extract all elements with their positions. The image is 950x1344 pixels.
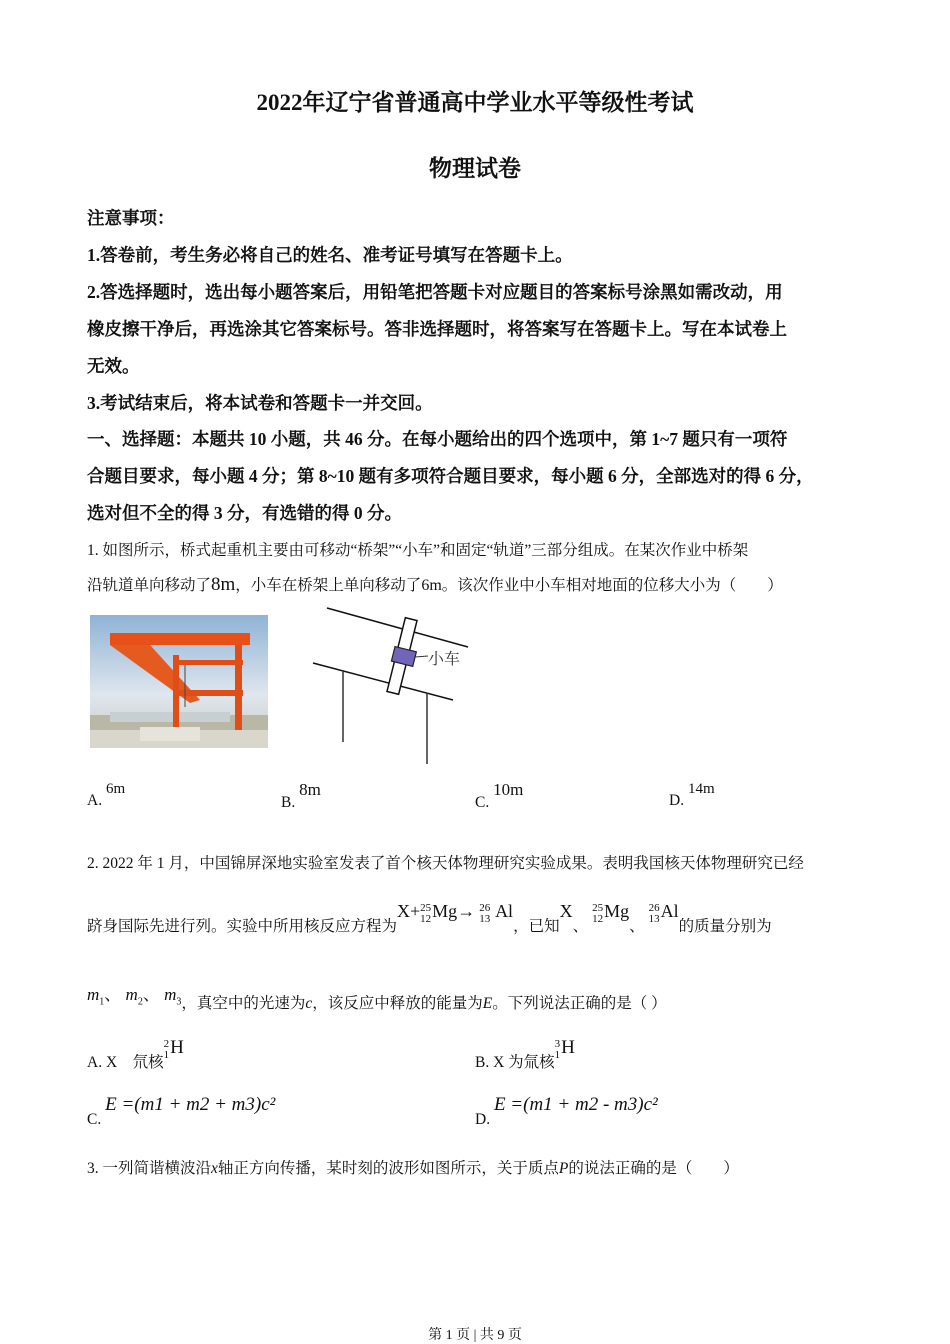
element: Al	[495, 901, 514, 921]
atomic-number: 13	[479, 913, 491, 925]
atomic-number: 1	[163, 1049, 170, 1061]
option-value: 10m	[493, 780, 524, 799]
m: m	[87, 985, 100, 1004]
atomic-number: 12	[420, 913, 432, 925]
m: m	[164, 985, 177, 1004]
notice-heading: 注意事项：	[87, 208, 175, 228]
value: 6m	[421, 577, 442, 594]
page-footer: 第 1 页 | 共 9 页	[428, 1328, 522, 1343]
value: 8m	[211, 574, 236, 595]
text: 。下列说法正确的是（ ）	[492, 995, 667, 1012]
atomic-number: 13	[648, 913, 660, 925]
element: Mg	[604, 901, 630, 921]
x: x	[211, 1160, 218, 1177]
atomic-number: 1	[554, 1049, 561, 1061]
mass-number: 3	[554, 1038, 561, 1050]
option-c[interactable]	[475, 780, 524, 812]
plus: +	[410, 901, 421, 921]
text: ，该反应中释放的能量为	[312, 995, 483, 1012]
option-value: 14m	[687, 781, 715, 797]
option-letter: D.	[669, 792, 685, 809]
mass-number: 25	[420, 902, 432, 914]
text: 跻身国际先进行列。实验中所用核反应方程为	[87, 918, 398, 935]
m: m	[125, 985, 138, 1004]
question-2-text: 2. 2022 年 1 月，中国锦屏深地实验室发表了首个核天体物理研究实验成果。表明我国核天体物理研究已经	[87, 855, 804, 872]
sub: 3	[176, 996, 182, 1008]
option-d[interactable]	[669, 781, 715, 810]
x: X	[559, 901, 573, 921]
option-letter: D.	[475, 1111, 491, 1128]
mass-number: 25	[592, 902, 604, 914]
sub: 2	[137, 996, 143, 1008]
sep: 、	[142, 985, 160, 1004]
element: Al	[660, 901, 679, 921]
question-3-text	[87, 1156, 739, 1178]
reaction-equation	[397, 901, 513, 925]
option-c[interactable]	[87, 1094, 276, 1128]
atomic-number: 12	[592, 913, 604, 925]
option-letter: A. X	[87, 1054, 118, 1071]
trolley-label: 小车	[428, 649, 461, 668]
option-formula: E =(m1 + m2 - m3)c²	[493, 1094, 658, 1115]
page-subtitle: 物理试卷	[429, 156, 521, 181]
sub: 1	[99, 996, 105, 1008]
notice-item: 无效。	[87, 356, 140, 376]
section-instructions: 选对但不全的得 3 分，有选错的得 0 分。	[87, 503, 402, 523]
option-b[interactable]	[281, 780, 321, 812]
element: Mg	[432, 901, 458, 921]
text: ，真空中的光速为	[181, 995, 306, 1012]
page-title: 2022年辽宁省普通高中学业水平等级性考试	[256, 90, 694, 115]
rail-line	[327, 608, 468, 647]
question-2-text	[87, 900, 772, 935]
option-a[interactable]	[87, 1036, 184, 1071]
P: P	[558, 1160, 569, 1177]
sep: 、	[572, 918, 589, 935]
c: c	[305, 995, 313, 1012]
notice-item: 1.答卷前，考生务必将自己的姓名、准考证号填写在答题卡上。	[87, 245, 573, 265]
E: E	[482, 995, 493, 1012]
crane-diagram	[300, 600, 490, 770]
sep: 、	[104, 985, 122, 1004]
question-2-text	[87, 980, 667, 1012]
crane-photo	[90, 615, 268, 748]
option-b[interactable]	[475, 1036, 575, 1071]
text: ，小车在桥架上单向移动了	[235, 577, 422, 594]
arrow: →	[457, 901, 476, 921]
option-formula: E =(m1 + m2 + m3)c²	[105, 1094, 276, 1115]
option-letter: A.	[87, 792, 103, 809]
section-instructions: 合题目要求，每小题 4 分；第 8~10 题有多项符合题目要求，每小题 6 分，全部选对的得 6 分，	[87, 466, 814, 486]
section-instructions: 一、选择题：本题共 10 小题，共 46 分。在每小题给出的四个选项中，第 1~7 题只有一项符	[87, 429, 788, 449]
text: ，已知	[513, 918, 560, 935]
option-letter: C.	[87, 1111, 102, 1128]
option-letter: B. X 为氚核	[475, 1054, 555, 1071]
mass-number: 26	[648, 902, 660, 914]
notice-item: 橡皮擦干净后，再选涂其它答案标号。答非选择题时，将答案写在答题卡上。写在本试卷上	[87, 319, 787, 339]
option-value: 8m	[299, 780, 321, 799]
option-a[interactable]	[87, 781, 126, 810]
sep: 、	[629, 918, 645, 935]
option-value: 6m	[105, 781, 126, 797]
option-letter: B.	[281, 794, 296, 811]
notice-item: 2.答选择题时，选出每小题答案后，用铅笔把答题卡对应题目的答案标号涂黑如需改动，用	[87, 282, 783, 302]
notice-item: 3.考试结束后，将本试卷和答题卡一并交回。	[87, 393, 433, 413]
text: 的说法正确的是（ ）	[568, 1160, 739, 1177]
option-text: 氘核	[132, 1054, 164, 1071]
option-d[interactable]	[475, 1094, 658, 1128]
text: 的质量分别为	[678, 918, 772, 935]
option-letter: C.	[475, 794, 490, 811]
text: 沿轨道单向移动了	[87, 577, 212, 594]
mass-number: 2	[163, 1038, 170, 1050]
element: H	[561, 1037, 575, 1058]
text: 3. 一列简谐横波沿	[87, 1160, 212, 1177]
rail-line	[313, 663, 453, 700]
text: 。该次作业中小车相对地面的位移大小为（ ）	[441, 577, 783, 594]
text: 轴正方向传播，某时刻的波形如图所示，关于质点	[217, 1160, 559, 1177]
mass-number: 26	[479, 902, 491, 914]
x: X	[397, 901, 411, 921]
question-1-text: 1. 如图所示，桥式起重机主要由可移动“桥架”“小车”和固定“轨道”三部分组成。在某次作业中桥架	[87, 542, 749, 559]
question-1-text	[87, 573, 783, 596]
element: H	[170, 1037, 184, 1058]
